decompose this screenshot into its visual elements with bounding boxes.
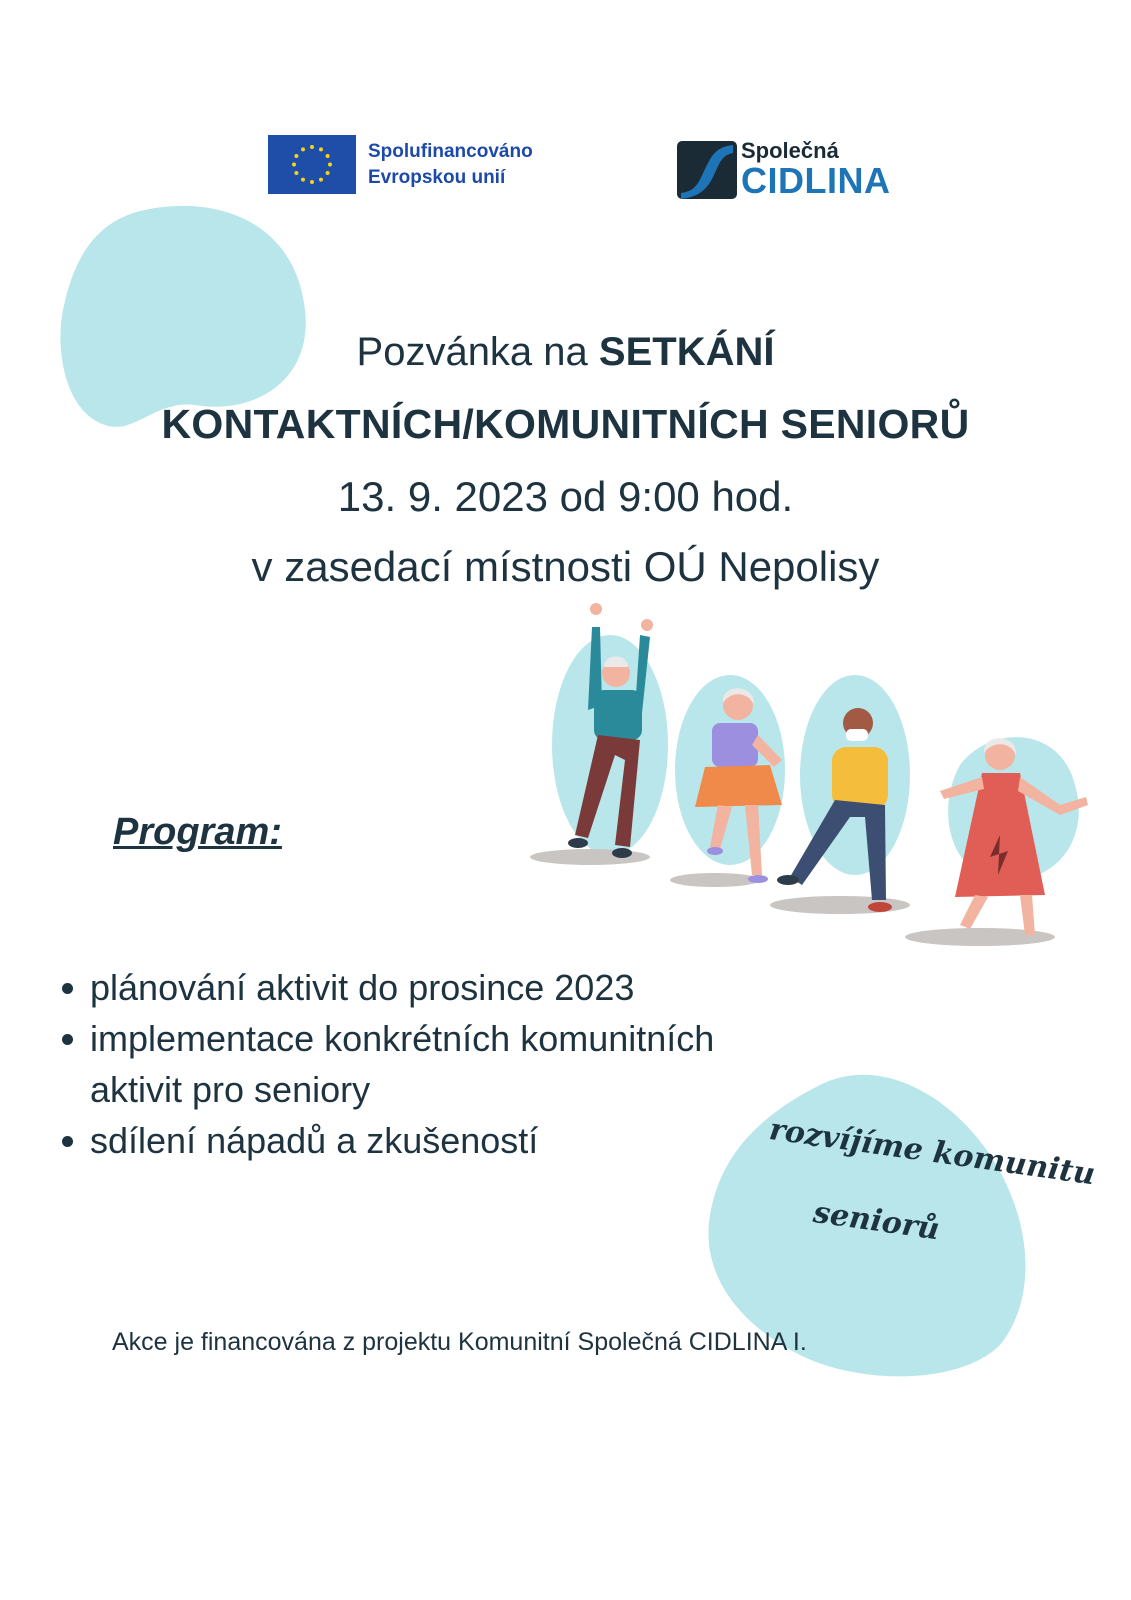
- heading-bold-word: SETKÁNÍ: [598, 330, 775, 374]
- eu-logo-line1: Spolufinancováno: [368, 140, 533, 162]
- funding-note: Akce je financována z projektu Komunitní Společná CIDLINA I.: [112, 1328, 807, 1356]
- list-item: [60, 1013, 780, 1115]
- dancing-seniors-illustration: [520, 595, 1120, 965]
- slogan-line1: rozvíjíme komunitu: [767, 1112, 1098, 1193]
- program-item-text: plánování aktivit do prosince 2023: [90, 967, 635, 1008]
- program-heading: Program:: [113, 811, 282, 853]
- heading-subject: KONTAKTNÍCH/KOMUNITNÍCH SENIORŮ: [161, 401, 970, 447]
- program-item-text: implementace konkrétních komunitních aktivit pro seniory: [90, 1018, 715, 1110]
- list-item: [60, 1115, 780, 1166]
- heading-prefix: Pozvánka na: [356, 330, 599, 374]
- logo-spolecna-text: Společná: [741, 137, 839, 163]
- bullet-icon: [62, 1136, 73, 1147]
- event-location: v zasedací místnosti OÚ Nepolisy: [251, 543, 880, 590]
- slogan-line2: seniorů: [811, 1195, 942, 1248]
- eu-flag-icon: [268, 135, 356, 194]
- river-mark-icon: [677, 137, 737, 200]
- event-date-time: 13. 9. 2023 od 9:00 hod.: [337, 473, 794, 520]
- bullet-icon: [62, 983, 73, 994]
- logo-cidlina-text: CIDLINA: [741, 159, 891, 201]
- invitation-heading: [0, 330, 1131, 375]
- program-list: [60, 962, 780, 1166]
- eu-cofinanced-logo: [268, 135, 533, 194]
- bullet-icon: [62, 1034, 73, 1045]
- eu-logo-line2: Evropskou unií: [368, 166, 506, 188]
- spolecna-cidlina-logo: [677, 137, 891, 200]
- program-item-text: sdílení nápadů a zkušeností: [90, 1120, 539, 1161]
- list-item: [60, 962, 780, 1013]
